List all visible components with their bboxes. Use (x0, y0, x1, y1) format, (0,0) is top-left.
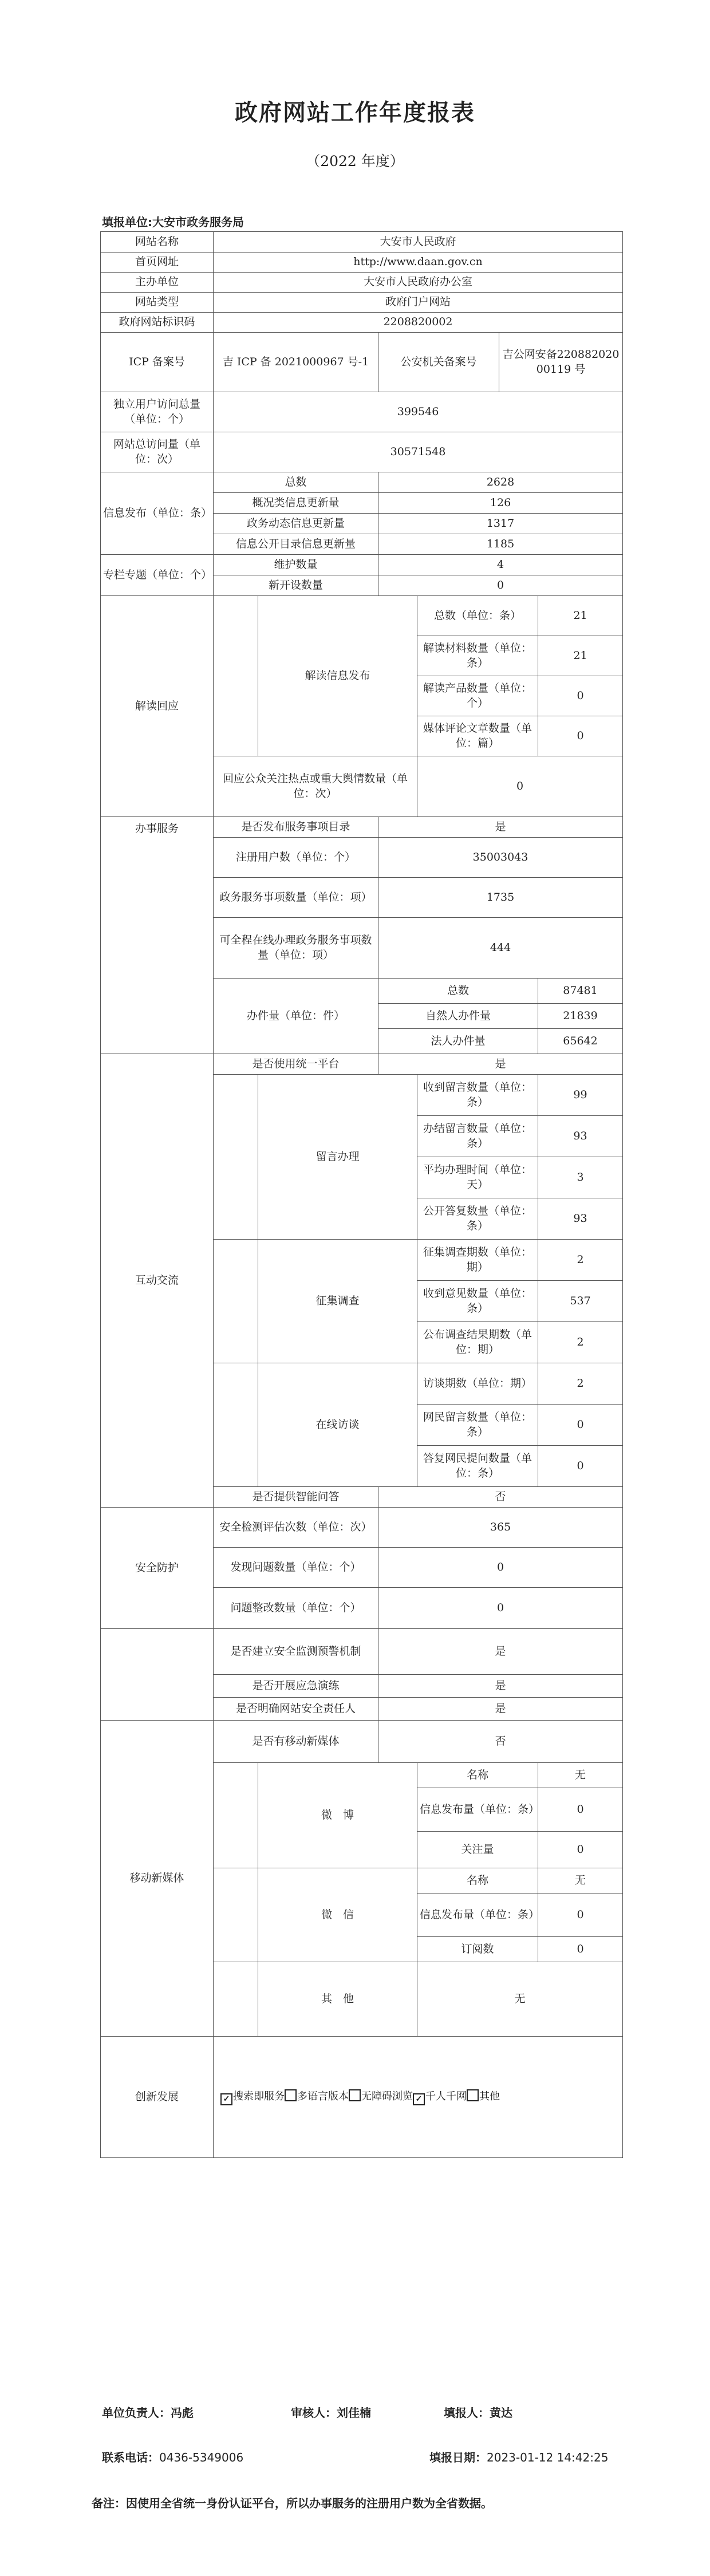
cell-label: 概况类信息更新量 (214, 493, 378, 514)
checkbox-empty-icon[interactable] (467, 2089, 479, 2101)
cell-value: 0 (538, 716, 623, 756)
cell-value: 21839 (538, 1004, 623, 1029)
cell-value: 4 (378, 555, 623, 575)
cell-label: 网民留言数量（单位：条） (417, 1405, 538, 1446)
cell-label: 订阅数 (417, 1937, 538, 1962)
cell-label: 解读产品数量（单位：个） (417, 676, 538, 716)
cell-value: 21 (538, 636, 623, 676)
section-label: 安全防护 (101, 1508, 214, 1629)
table-row (101, 392, 623, 432)
cell-label: 是否有移动新媒体 (214, 1721, 378, 1763)
table-row (101, 1054, 623, 1075)
cell-label: 政府网站标识码 (101, 313, 214, 333)
option-label: 搜索即服务 (233, 2090, 285, 2102)
contact-phone: 联系电话：0436-5349006 (102, 2451, 244, 2464)
cell-value: 1317 (378, 514, 623, 534)
fill-date: 填报日期：2023-01-12 14:42:25 (429, 2451, 609, 2464)
cell-label: 安全检测评估次数（单位：次） (214, 1508, 378, 1548)
cell-label: 是否使用统一平台 (214, 1054, 378, 1075)
cell-label: 问题整改数量（单位：个） (214, 1588, 378, 1629)
cell-label: 信息发布量（单位：条） (417, 1788, 538, 1832)
option-label: 千人千网 (425, 2090, 467, 2102)
cell-label: 答复网民提问数量（单位：条） (417, 1446, 538, 1487)
sub-section-label: 其 他 (258, 1962, 417, 2037)
cell-value: 大安市人民政府办公室 (214, 273, 623, 293)
table-row (101, 333, 623, 392)
cell-label: 媒体评论文章数量（单位：篇） (417, 716, 538, 756)
homepage-url: http://www.daan.gov.cn (214, 253, 623, 273)
cell-label: 总数（单位：条） (417, 596, 538, 636)
option-label: 多语言版本 (297, 2090, 349, 2102)
cell-value: 0 (378, 1548, 623, 1588)
cell-label: 维护数量 (214, 555, 378, 575)
section-label: 信息发布（单位：条） (101, 472, 214, 555)
table-row (101, 555, 623, 575)
cell-label: 网站类型 (101, 293, 214, 313)
table-row (101, 817, 623, 838)
cell-value: 是 (378, 817, 623, 838)
cell-value: 21 (538, 596, 623, 636)
cell-value: 2 (538, 1240, 623, 1281)
cell-label: 注册用户数（单位：个） (214, 838, 378, 878)
cell-label: 解读材料数量（单位：条） (417, 636, 538, 676)
cell-label: 法人办件量 (378, 1029, 538, 1054)
cell-label: 是否开展应急演练 (214, 1675, 378, 1698)
cell-label: 是否提供智能问答 (214, 1487, 378, 1508)
cell-value: 0 (538, 1893, 623, 1937)
cell-value: 0 (538, 1788, 623, 1832)
cell-label: 公布调查结果期数（单位：期） (417, 1322, 538, 1363)
section-label: 创新发展 (101, 2037, 214, 2158)
cell-value: 是 (378, 1698, 623, 1721)
cell-value: 3 (538, 1157, 623, 1198)
cell-spacer (214, 596, 258, 756)
filling-unit: 填报单位:大安市政务服务局 (102, 215, 244, 229)
checkbox-empty-icon[interactable] (349, 2089, 361, 2101)
cell-label: 关注量 (417, 1832, 538, 1868)
cell-value: 1735 (378, 878, 623, 918)
cell-label: ICP 备案号 (101, 333, 214, 392)
cell-spacer (214, 1075, 258, 1240)
table-row (101, 432, 623, 472)
cell-label: 政务动态信息更新量 (214, 514, 378, 534)
section-label: 解读回应 (101, 596, 214, 817)
cell-label: 独立用户访问总量（单位：个） (101, 392, 214, 432)
cell-label: 征集调查期数（单位：期） (417, 1240, 538, 1281)
sub-section-label: 微 博 (258, 1763, 417, 1868)
cell-value: 1185 (378, 534, 623, 555)
option-personalized[interactable] (413, 2090, 467, 2102)
cell-label: 总数 (378, 979, 538, 1004)
section-label: 移动新媒体 (101, 1721, 214, 2037)
section-label: 办事服务 (101, 817, 214, 1054)
filler: 填报人：黄达 (444, 2406, 512, 2420)
cell-value: 93 (538, 1116, 623, 1157)
cell-value: 无 (538, 1763, 623, 1788)
cell-label: 政务服务事项数量（单位：项） (214, 878, 378, 918)
innovation-options (214, 2037, 623, 2158)
cell-value: 无 (538, 1868, 623, 1893)
option-search[interactable] (220, 2090, 285, 2102)
cell-value: 99 (538, 1075, 623, 1116)
sub-section-label: 解读信息发布 (258, 596, 417, 756)
cell-label: 新开设数量 (214, 575, 378, 596)
option-label: 无障碍浏览 (361, 2090, 413, 2102)
table-row (101, 1629, 623, 1675)
cell-value: 35003043 (378, 838, 623, 878)
cell-label: 总数 (214, 472, 378, 493)
cell-value: 大安市人民政府 (214, 232, 623, 253)
cell-value: 0 (378, 1588, 623, 1629)
option-label: 其他 (479, 2090, 500, 2102)
cell-label: 公安机关备案号 (378, 333, 499, 392)
option-multilang[interactable] (285, 2090, 349, 2102)
cell-spacer (214, 1868, 258, 1962)
cell-label: 首页网址 (101, 253, 214, 273)
cell-spacer (214, 1240, 258, 1363)
cell-label: 网站总访问量（单位：次） (101, 432, 214, 472)
cell-value: 93 (538, 1198, 623, 1240)
cell-value: 是 (378, 1629, 623, 1675)
checkbox-checked-icon[interactable] (220, 2093, 232, 2105)
report-year: （2022 年度） (306, 153, 404, 169)
cell-value: 2628 (378, 472, 623, 493)
table-row (101, 596, 623, 636)
sub-section-label: 在线访谈 (258, 1363, 417, 1487)
cell-value: 2 (538, 1322, 623, 1363)
section-label: 专栏专题（单位：个） (101, 555, 214, 596)
cell-value: 政府门户网站 (214, 293, 623, 313)
checkbox-empty-icon[interactable] (285, 2089, 297, 2101)
table-row (101, 293, 623, 313)
cell-value: 126 (378, 493, 623, 514)
report-title: 政府网站工作年度报表 (235, 99, 475, 126)
cell-label: 信息发布量（单位：条） (417, 1893, 538, 1937)
table-row (101, 232, 623, 253)
cell-label: 是否明确网站安全责任人 (214, 1698, 378, 1721)
cell-value: 否 (378, 1487, 623, 1508)
cell-spacer (214, 1962, 258, 2037)
cell-value: 399546 (214, 392, 623, 432)
cell-value: 否 (378, 1721, 623, 1763)
table-row (101, 472, 623, 493)
cell-label: 办结留言数量（单位：条） (417, 1116, 538, 1157)
cell-label: 名称 (417, 1868, 538, 1893)
cell-value: 0 (538, 1446, 623, 1487)
reviewer: 审核人：刘佳楠 (291, 2406, 371, 2420)
cell-label: 平均办理时间（单位：天） (417, 1157, 538, 1198)
cell-value: 444 (378, 918, 623, 979)
cell-value: 2 (538, 1363, 623, 1405)
cell-value: 是 (378, 1054, 623, 1075)
sub-section-label: 留言办理 (258, 1075, 417, 1240)
cell-label: 是否发布服务事项目录 (214, 817, 378, 838)
cell-label: 名称 (417, 1763, 538, 1788)
cell-label: 网站名称 (101, 232, 214, 253)
cell-value: 87481 (538, 979, 623, 1004)
cell-spacer (214, 1763, 258, 1868)
cell-value: 30571548 (214, 432, 623, 472)
cell-value: 0 (538, 676, 623, 716)
cell-value: 2208820002 (214, 313, 623, 333)
cell-value: 0 (378, 575, 623, 596)
cell-spacer (214, 1363, 258, 1487)
cell-value: 无 (417, 1962, 623, 2037)
principal: 单位负责人：冯彪 (102, 2406, 194, 2420)
table-row (101, 313, 623, 333)
table-row (101, 1508, 623, 1548)
cell-value: 0 (538, 1405, 623, 1446)
cell-value: 65642 (538, 1029, 623, 1054)
table-row (101, 2037, 623, 2158)
cell-value: 365 (378, 1508, 623, 1548)
cell-label: 信息公开目录信息更新量 (214, 534, 378, 555)
option-other[interactable] (467, 2090, 500, 2102)
cell-label: 访谈期数（单位：期） (417, 1363, 538, 1405)
cell-value: 0 (538, 1937, 623, 1962)
cell-value: 是 (378, 1675, 623, 1698)
cell-label: 自然人办件量 (378, 1004, 538, 1029)
cell-value: 0 (417, 756, 623, 817)
cell-value: 吉公网安备22088202000119 号 (499, 333, 623, 392)
report-table (100, 231, 623, 2158)
cell-spacer (101, 1629, 214, 1721)
cell-label: 办件量（单位：件） (214, 979, 378, 1054)
option-accessibility[interactable] (349, 2090, 413, 2102)
cell-label: 发现问题数量（单位：个） (214, 1548, 378, 1588)
sub-section-label: 微 信 (258, 1868, 417, 1962)
cell-label: 公开答复数量（单位：条） (417, 1198, 538, 1240)
cell-value: 吉 ICP 备 2021000967 号-1 (214, 333, 378, 392)
cell-label: 回应公众关注热点或重大舆情数量（单位：次） (214, 756, 417, 817)
remark: 备注：因使用全省统一身份认证平台，所以办事服务的注册用户数为全省数据。 (92, 2496, 492, 2510)
checkbox-checked-icon[interactable] (413, 2093, 425, 2105)
cell-value: 537 (538, 1281, 623, 1322)
table-row (101, 253, 623, 273)
table-row (101, 273, 623, 293)
table-row (101, 1721, 623, 1763)
cell-label: 收到意见数量（单位：条） (417, 1281, 538, 1322)
cell-label: 主办单位 (101, 273, 214, 293)
cell-value: 0 (538, 1832, 623, 1868)
cell-label: 可全程在线办理政务服务事项数量（单位：项） (214, 918, 378, 979)
section-label: 互动交流 (101, 1054, 214, 1508)
cell-label: 收到留言数量（单位：条） (417, 1075, 538, 1116)
cell-label: 是否建立安全监测预警机制 (214, 1629, 378, 1675)
sub-section-label: 征集调查 (258, 1240, 417, 1363)
